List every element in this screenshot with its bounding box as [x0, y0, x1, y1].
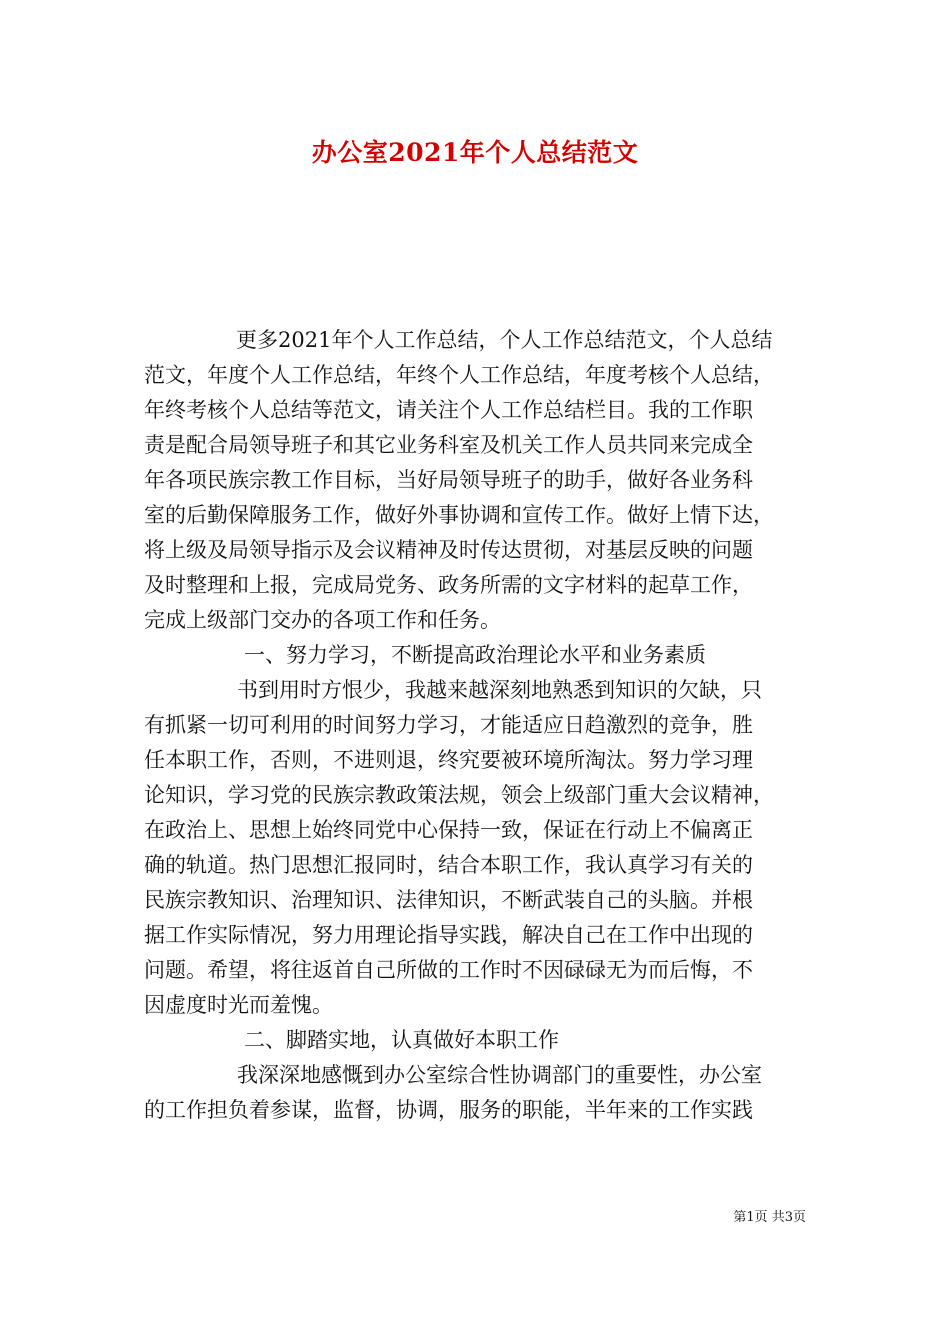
text-line: 因虚度时光而羞愧。 — [144, 993, 333, 1017]
text-line: 的工作担负着参谋，监督，协调，服务的职能，半年来的工作实践 — [144, 1098, 753, 1122]
text-line: 问题。希望，将往返首自己所做的工作时不因碌碌无为而后悔，不 — [144, 958, 753, 982]
document-title: 办公室2021年个人总结范文 — [311, 138, 639, 167]
text-line: 将上级及局领导指示及会议精神及时传达贯彻，对基层反映的问题 — [144, 538, 753, 562]
text-line: 更多2021年个人工作总结，个人工作总结范文，个人总结 — [236, 328, 773, 352]
text-line: 年各项民族宗教工作目标，当好局领导班子的助手，做好各业务科 — [144, 468, 753, 492]
text-line: 室的后勤保障服务工作，做好外事协调和宣传工作。做好上情下达， — [144, 503, 774, 527]
text-line: 在政治上、思想上始终同党中心保持一致，保证在行动上不偏离正 — [144, 818, 753, 842]
text-line: 确的轨道。热门思想汇报同时，结合本职工作，我认真学习有关的 — [144, 853, 753, 877]
text-line: 范文，年度个人工作总结，年终个人工作总结，年度考核个人总结， — [144, 363, 774, 387]
page-number: 第1页 共3页 — [733, 1210, 806, 1225]
text-line: 任本职工作，否则，不进则退，终究要被环境所淘汰。努力学习理 — [144, 748, 753, 772]
text-line: 民族宗教知识、治理知识、法律知识，不断武装自己的头脑。并根 — [144, 888, 753, 912]
section-heading-2: 二、脚踏实地，认真做好本职工作 — [244, 1028, 559, 1052]
text-line: 据工作实际情况，努力用理论指导实践，解决自己在工作中出现的 — [144, 923, 753, 947]
text-line: 书到用时方恨少，我越来越深刻地熟悉到知识的欠缺，只 — [237, 678, 762, 702]
text-line: 有抓紧一切可利用的时间努力学习，才能适应日趋激烈的竞争，胜 — [144, 713, 753, 737]
text-line: 责是配合局领导班子和其它业务科室及机关工作人员共同来完成全 — [144, 433, 753, 457]
text-line: 年终考核个人总结等范文，请关注个人工作总结栏目。我的工作职 — [144, 398, 753, 422]
text-line: 完成上级部门交办的各项工作和任务。 — [144, 608, 501, 632]
text-line: 论知识，学习党的民族宗教政策法规，领会上级部门重大会议精神， — [144, 783, 774, 807]
document-body — [144, 323, 809, 1128]
section-heading-1: 一、努力学习，不断提高政治理论水平和业务素质 — [244, 643, 706, 667]
text-line: 及时整理和上报，完成局党务、政务所需的文字材料的起草工作， — [144, 573, 753, 597]
text-line: 我深深地感慨到办公室综合性协调部门的重要性，办公室 — [237, 1063, 762, 1087]
